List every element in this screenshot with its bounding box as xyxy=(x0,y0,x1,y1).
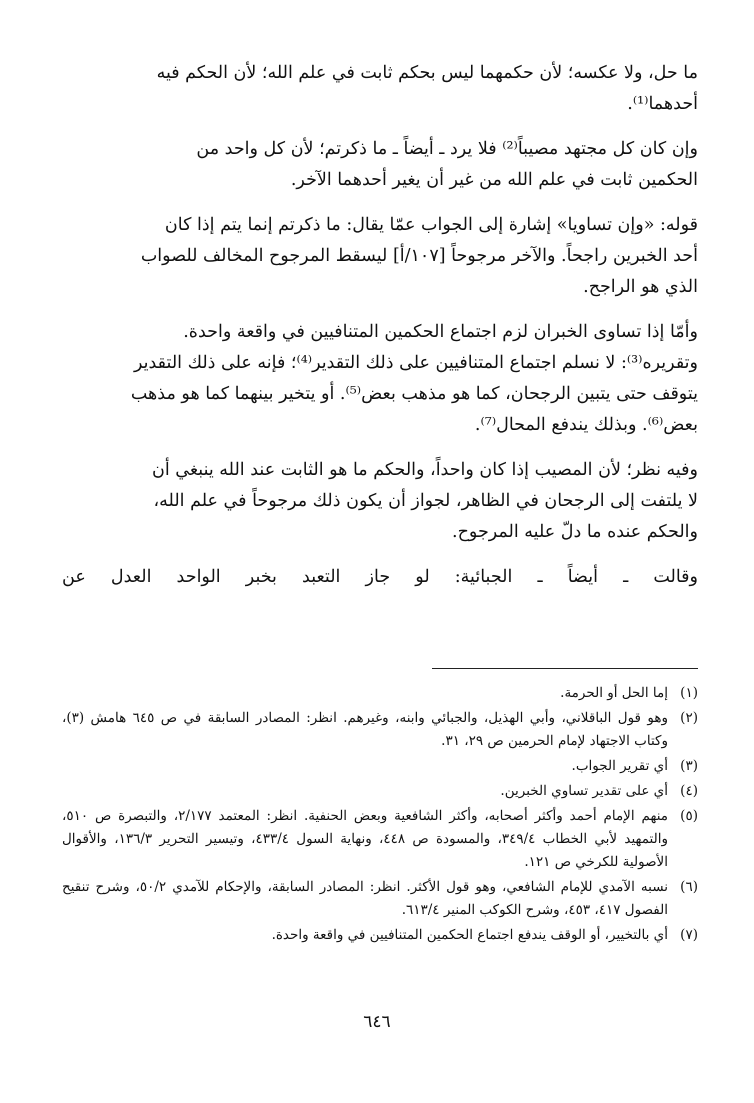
footnote xyxy=(62,924,698,947)
footnote-number: (٧) xyxy=(680,927,698,943)
text-line: والحكم عنده ما دلّ عليه المرجوح. xyxy=(452,522,698,542)
paragraph-1 xyxy=(62,58,698,120)
main-text xyxy=(62,58,698,607)
text-line: الحكمين ثابت في علم الله من غير أن يغير أحدهما الآخر. xyxy=(290,170,698,190)
text-line: وإن كان كل مجتهد مصيباً⁽²⁾ فلا يرد ـ أيضاً ـ ما ذكرتم؛ لأن كل واحد من xyxy=(196,139,698,159)
text-line: أحد الخبرين راجحاً. والآخر مرجوحاً [١٠٧/أ] ليسقط المرجوح المخالف للصواب xyxy=(140,246,698,266)
footnote-number: (٥) xyxy=(680,808,698,824)
text-line: وتقريره⁽³⁾: لا نسلم اجتماع المتنافيين على ذلك التقدير⁽⁴⁾؛ فإنه على ذلك التقدير xyxy=(133,353,698,373)
footnote xyxy=(62,876,698,922)
paragraph-6 xyxy=(62,562,698,593)
paragraph-3 xyxy=(62,210,698,303)
footnote-text: وهو قول الباقلاني، وأبي الهذيل، والجبائي وابنه، وغيرهم. انظر: المصادر السابقة في ص ٦٤٥ هامش (٣)، وكتاب الاجتهاد لإمام الحرمين ص ٢٩، ٣١. xyxy=(62,710,669,749)
footnote-text: منهم الإمام أحمد وأكثر أصحابه، وأكثر الشافعية وبعض الحنفية. انظر: المعتمد ٢/١٧٧، والتبصرة ص ٥١٠، والتمهيد لأبي الخطاب ٣٤٩/٤، والمسودة ص ٤٤٨، ونهاية السول ٤٣٣/٤، وتيسير التحرير ١٣٦/٣، والأقوال الأصولية للكرخي ص ١٢١. xyxy=(62,808,668,870)
footnote-number: (٤) xyxy=(680,783,698,799)
text-line: وأمّا إذا تساوى الخبران لزم اجتماع الحكمين المتنافيين في واقعة واحدة. xyxy=(183,322,698,342)
paragraph-5 xyxy=(62,455,698,548)
footnote-number: (١) xyxy=(680,685,698,701)
text-line: بعض⁽⁶⁾. وبذلك يندفع المحال⁽⁷⁾. xyxy=(474,415,698,435)
footnote-number: (٢) xyxy=(680,710,698,726)
text-line: ما حل، ولا عكسه؛ لأن حكمهما ليس بحكم ثابت في علم الله؛ لأن الحكم فيه xyxy=(156,63,698,83)
footnote-number: (٦) xyxy=(680,879,698,895)
footnote xyxy=(62,755,698,778)
footnote xyxy=(62,780,698,803)
footnote-text: أي تقرير الجواب. xyxy=(571,758,668,774)
page-number: ٦٤٦ xyxy=(363,1012,391,1032)
paragraph-2 xyxy=(62,134,698,196)
paragraph-4 xyxy=(62,317,698,441)
text-line: قوله: «وإن تساويا» إشارة إلى الجواب عمّا يقال: ما ذكرتم إنما يتم إذا كان xyxy=(164,215,698,235)
text-line: وفيه نظر؛ لأن المصيب إذا كان واحداً، والحكم ما هو الثابت عند الله ينبغي أن xyxy=(152,460,698,480)
footnote-text: إما الحل أو الحرمة. xyxy=(560,685,668,701)
text-line: وقالت ـ أيضاً ـ الجبائية: لو جاز التعبد بخبر الواحد العدل عن xyxy=(62,567,698,587)
footnote-number: (٣) xyxy=(680,758,698,774)
footnote xyxy=(62,682,698,705)
text-line: أحدهما⁽¹⁾. xyxy=(627,94,698,114)
footnote-divider xyxy=(432,668,698,669)
text-line: لا يلتفت إلى الرجحان في الظاهر، لجواز أن يكون ذلك مرجوحاً في علم الله، xyxy=(153,491,698,511)
footnote xyxy=(62,805,698,874)
text-line: الذي هو الراجح. xyxy=(583,277,698,297)
footnote-text: أي بالتخيير، أو الوقف يندفع اجتماع الحكمين المتنافيين في واقعة واحدة. xyxy=(271,927,668,943)
footnotes xyxy=(62,682,698,949)
footnote xyxy=(62,707,698,753)
footnote-text: نسبه الآمدي للإمام الشافعي، وهو قول الأكثر. انظر: المصادر السابقة، والإحكام للآمدي ٥٠/٢، وشرح تنقيح الفصول ٤١٧، ٤٥٣، وشرح الكوكب المنير ٦١٣/٤. xyxy=(62,879,669,918)
text-line: يتوقف حتى يتبين الرجحان، كما هو مذهب بعض⁽⁵⁾. أو يتخير بينهما كما هو مذهب xyxy=(130,384,698,404)
footnote-text: أي على تقدير تساوي الخبرين. xyxy=(500,783,668,799)
